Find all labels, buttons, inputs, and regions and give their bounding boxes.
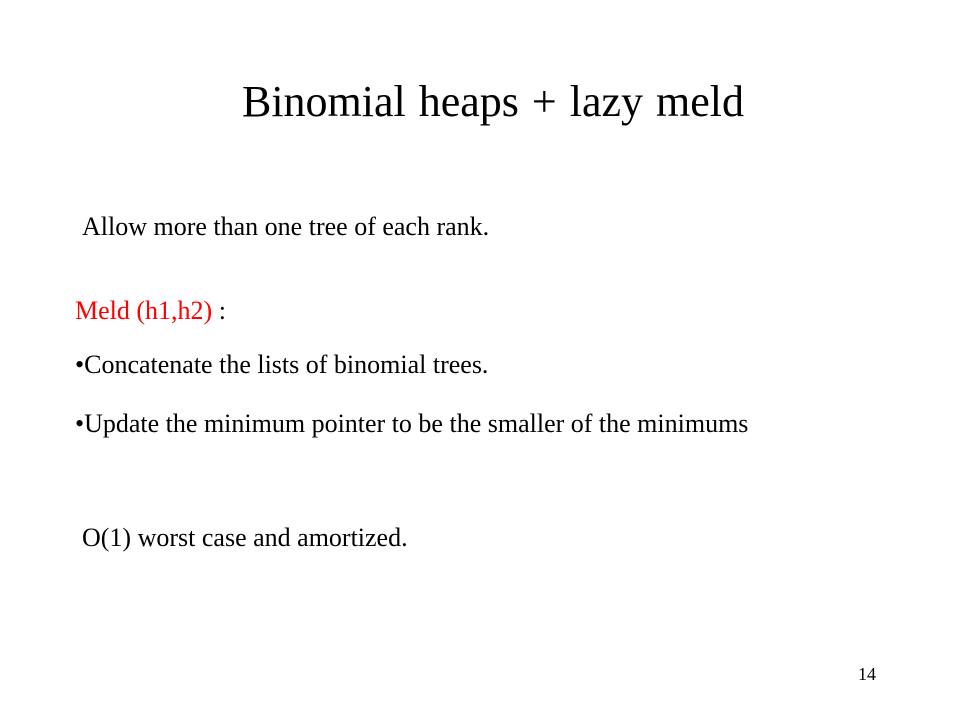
slide-title: Binomial heaps + lazy meld — [241, 77, 745, 126]
page-number: 14 — [858, 664, 876, 684]
meld-heading — [75, 295, 226, 327]
complexity-text: O(1) worst case and amortized. — [82, 523, 408, 552]
intro-text: Allow more than one tree of each rank. — [82, 212, 490, 241]
bullet-update-minimum: •Update the minimum pointer to be the smaller of the minimums — [75, 409, 749, 438]
meld-separator: : — [212, 296, 226, 325]
meld-label: Meld (h1,h2) — [75, 296, 213, 325]
bullet-concatenate: •Concatenate the lists of binomial trees. — [75, 350, 489, 379]
